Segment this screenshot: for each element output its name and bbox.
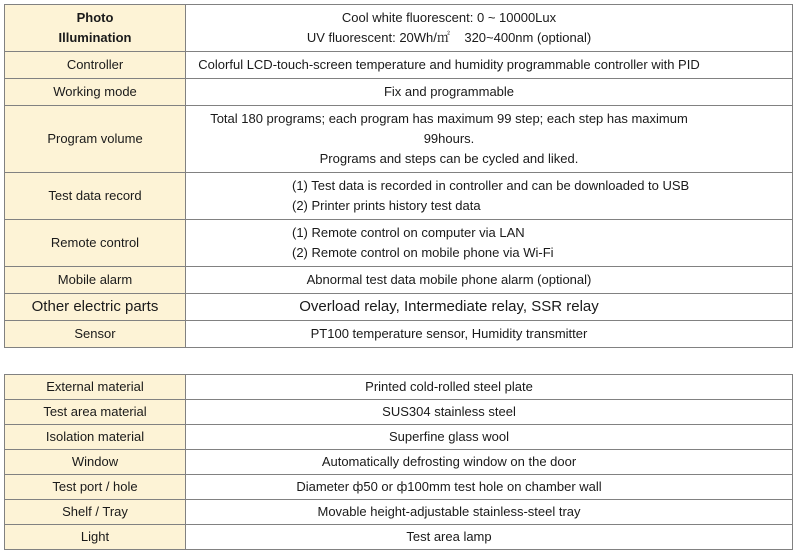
table-row	[5, 5, 793, 52]
spec-label-cell: External material	[5, 375, 186, 400]
spec-value-cell: Overload relay, Intermediate relay, SSR relay	[186, 294, 793, 321]
structure-specs-table	[4, 374, 793, 550]
spec-value-cell: Diameter ф50 or ф100mm test hole on chamber wall	[186, 475, 793, 500]
spec-label-cell: Test port / hole	[5, 475, 186, 500]
electrical-specs-table-body	[5, 5, 793, 348]
spec-value-cell: Test area lamp	[186, 525, 793, 550]
electrical-specs-table	[4, 4, 793, 348]
spec-label-cell: Other electric parts	[5, 294, 186, 321]
spec-label-cell: Sensor	[5, 321, 186, 348]
table-row	[5, 375, 793, 400]
table-row	[5, 400, 793, 425]
spec-value-cell: (1) Remote control on computer via LAN (2) Remote control on mobile phone via Wi-Fi	[186, 220, 793, 267]
spec-value-cell: (1) Test data is recorded in controller and can be downloaded to USB (2) Printer prints history test data	[186, 173, 793, 220]
spec-value-cell: Abnormal test data mobile phone alarm (optional)	[186, 267, 793, 294]
spec-label-cell: Light	[5, 525, 186, 550]
table-row	[5, 450, 793, 475]
spec-label-cell: Controller	[5, 52, 186, 79]
table-row	[5, 475, 793, 500]
table-row	[5, 173, 793, 220]
spec-label-cell: Window	[5, 450, 186, 475]
table-row	[5, 525, 793, 550]
spec-value-cell: Movable height-adjustable stainless-steel tray	[186, 500, 793, 525]
spec-value-cell: Colorful LCD-touch-screen temperature and humidity programmable controller with PID	[186, 52, 793, 79]
spec-value-cell: Automatically defrosting window on the door	[186, 450, 793, 475]
spec-label-cell: Photo Illumination	[5, 5, 186, 52]
table-row	[5, 321, 793, 348]
spec-value-cell: Superfine glass wool	[186, 425, 793, 450]
spec-label-cell: Program volume	[5, 106, 186, 173]
table-row	[5, 500, 793, 525]
spec-value-cell: SUS304 stainless steel	[186, 400, 793, 425]
table-row	[5, 52, 793, 79]
table-row	[5, 425, 793, 450]
spec-label-cell: Shelf / Tray	[5, 500, 186, 525]
spec-label-cell: Remote control	[5, 220, 186, 267]
spec-label-cell: Test data record	[5, 173, 186, 220]
spec-value-cell: Total 180 programs; each program has maximum 99 step; each step has maximum 99hours. Programs and steps can be cycled and liked.	[186, 106, 793, 173]
spec-label-cell: Isolation material	[5, 425, 186, 450]
spec-label-cell: Working mode	[5, 79, 186, 106]
table-row	[5, 106, 793, 173]
table-row	[5, 294, 793, 321]
spec-value-cell: PT100 temperature sensor, Humidity transmitter	[186, 321, 793, 348]
spec-value-cell: Printed cold-rolled steel plate	[186, 375, 793, 400]
spec-value-cell: Fix and programmable	[186, 79, 793, 106]
table-row	[5, 267, 793, 294]
spec-label-cell: Test area material	[5, 400, 186, 425]
spec-value-cell: Cool white fluorescent: 0 ~ 10000Lux UV fluorescent: 20Wh/㎡ 320~400nm (optional)	[186, 5, 793, 52]
table-row	[5, 220, 793, 267]
structure-specs-table-body	[5, 375, 793, 550]
table-row	[5, 79, 793, 106]
spec-label-cell: Mobile alarm	[5, 267, 186, 294]
